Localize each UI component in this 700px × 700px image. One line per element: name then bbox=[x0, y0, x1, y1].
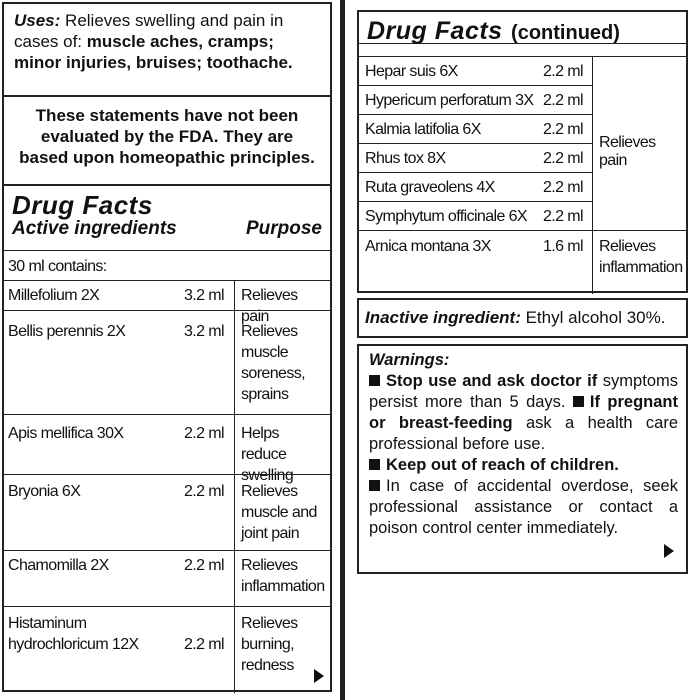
stop-use-bold: Stop use and ask doctor if bbox=[386, 372, 598, 390]
table-row bbox=[4, 550, 330, 607]
ingredient-amount: 2.2 ml bbox=[184, 483, 224, 500]
warnings-label: Warnings: bbox=[369, 351, 450, 369]
ingredient-purpose: Helps reduce swelling bbox=[241, 425, 294, 484]
pregnant-bold: If pregnant or breast-feeding bbox=[369, 393, 678, 432]
bullet-square-icon bbox=[573, 396, 584, 407]
ingredient-purpose: Relieves pain bbox=[241, 287, 298, 325]
uses-text: Relieves swelling and pain in cases of: bbox=[14, 11, 284, 51]
table-row bbox=[4, 474, 330, 551]
ingredient-amount: 2.2 ml bbox=[184, 636, 224, 653]
ingredient-name: Arnica montana 3X bbox=[365, 238, 491, 255]
ingredient-amount: 2.2 ml bbox=[543, 208, 583, 225]
warnings-panel bbox=[357, 344, 688, 574]
table-row bbox=[4, 414, 330, 484]
group-purpose: Relieves pain bbox=[599, 134, 656, 169]
inactive-label: Inactive ingredient: bbox=[365, 308, 521, 327]
table-row bbox=[359, 85, 592, 115]
ingredient-name: Kalmia latifolia 6X bbox=[365, 121, 481, 138]
drug-facts-panel bbox=[2, 184, 332, 692]
inactive-panel bbox=[357, 298, 688, 338]
ingredient-name: Hypericum perforatum 3X bbox=[365, 92, 534, 109]
contains-text: 30 ml contains: bbox=[8, 258, 107, 275]
left-column bbox=[0, 0, 332, 700]
ingredient-name: Hepar suis 6X bbox=[365, 63, 458, 80]
continued-suffix: (continued) bbox=[511, 22, 620, 44]
uses-label: Uses: bbox=[14, 11, 61, 30]
ingredient-amount: 2.2 ml bbox=[184, 425, 224, 442]
ingredient-amount: 2.2 ml bbox=[543, 179, 583, 196]
ingredient-name: Millefolium 2X bbox=[8, 287, 100, 304]
pregnant-text: ask a health care professional before use. bbox=[369, 414, 678, 453]
table-row bbox=[359, 201, 592, 231]
uses-conditions: muscle aches, cramps; minor injuries, bruises; toothache. bbox=[14, 32, 293, 72]
uses-panel bbox=[2, 2, 332, 97]
ingredient-amount: 2.2 ml bbox=[184, 557, 224, 574]
table-row bbox=[4, 310, 330, 415]
stop-use-text: symptoms persist more than 5 days. bbox=[369, 372, 678, 411]
continue-arrow-icon bbox=[664, 544, 674, 558]
drug-facts-continued-panel bbox=[357, 10, 688, 293]
ingredient-name: Histaminum hydrochloricum 12X bbox=[8, 615, 139, 653]
ingredient-amount: 3.2 ml bbox=[184, 323, 224, 340]
keep-out-bold: Keep out of reach of children. bbox=[386, 456, 619, 474]
ingredient-amount: 1.6 ml bbox=[543, 238, 583, 255]
ingredient-amount: 3.2 ml bbox=[184, 287, 224, 304]
bullet-square-icon bbox=[369, 375, 380, 386]
table-row bbox=[4, 280, 330, 325]
table-row bbox=[359, 172, 592, 202]
ingredient-name: Bryonia 6X bbox=[8, 483, 81, 500]
continue-arrow-icon bbox=[314, 669, 324, 683]
ingredient-amount: 2.2 ml bbox=[543, 150, 583, 167]
ingredient-amount: 2.2 ml bbox=[543, 121, 583, 138]
bullet-square-icon bbox=[369, 459, 380, 470]
continued-table bbox=[359, 56, 686, 291]
overdose-text: In case of accidental overdose, seek professional assistance or contact a poison control center immediately. bbox=[369, 477, 678, 537]
table-row bbox=[359, 230, 686, 294]
fda-disclaimer: These statements have not been evaluated by the FDA. They are based upon homeopathic principles. bbox=[19, 106, 315, 167]
ingredient-purpose: Relieves muscle soreness, sprains bbox=[241, 323, 305, 403]
table-row bbox=[4, 606, 330, 693]
contains-row bbox=[4, 250, 330, 281]
ingredient-amount: 2.2 ml bbox=[543, 92, 583, 109]
ingredient-name: Apis mellifica 30X bbox=[8, 425, 124, 442]
ingredient-name: Bellis perennis 2X bbox=[8, 323, 126, 340]
continued-title: Drug Facts bbox=[367, 17, 503, 45]
ingredient-name: Ruta graveolens 4X bbox=[365, 179, 495, 196]
ingredient-purpose: Relieves inflammation bbox=[241, 557, 325, 595]
inactive-text: Ethyl alcohol 30%. bbox=[520, 308, 666, 327]
purpose-label: Purpose bbox=[245, 218, 322, 239]
ingredient-purpose: Relieves muscle and joint pain bbox=[241, 483, 317, 542]
right-column bbox=[345, 0, 700, 700]
ingredient-name: Rhus tox 8X bbox=[365, 150, 446, 167]
ingredient-amount: 2.2 ml bbox=[543, 63, 583, 80]
disclaimer-panel bbox=[2, 95, 332, 186]
bullet-square-icon bbox=[369, 480, 380, 491]
table-row bbox=[359, 114, 592, 144]
table-row bbox=[359, 56, 686, 86]
ingredient-purpose: Relieves inflammation bbox=[599, 238, 683, 276]
ingredient-name: Symphytum officinale 6X bbox=[365, 208, 527, 225]
ingredient-name: Chamomilla 2X bbox=[8, 557, 109, 574]
ingredient-purpose: Relieves burning, redness bbox=[241, 615, 298, 674]
drug-facts-title: Drug Facts bbox=[12, 190, 153, 220]
table-row bbox=[359, 143, 592, 173]
active-ingredients-label: Active ingredients bbox=[12, 218, 177, 239]
